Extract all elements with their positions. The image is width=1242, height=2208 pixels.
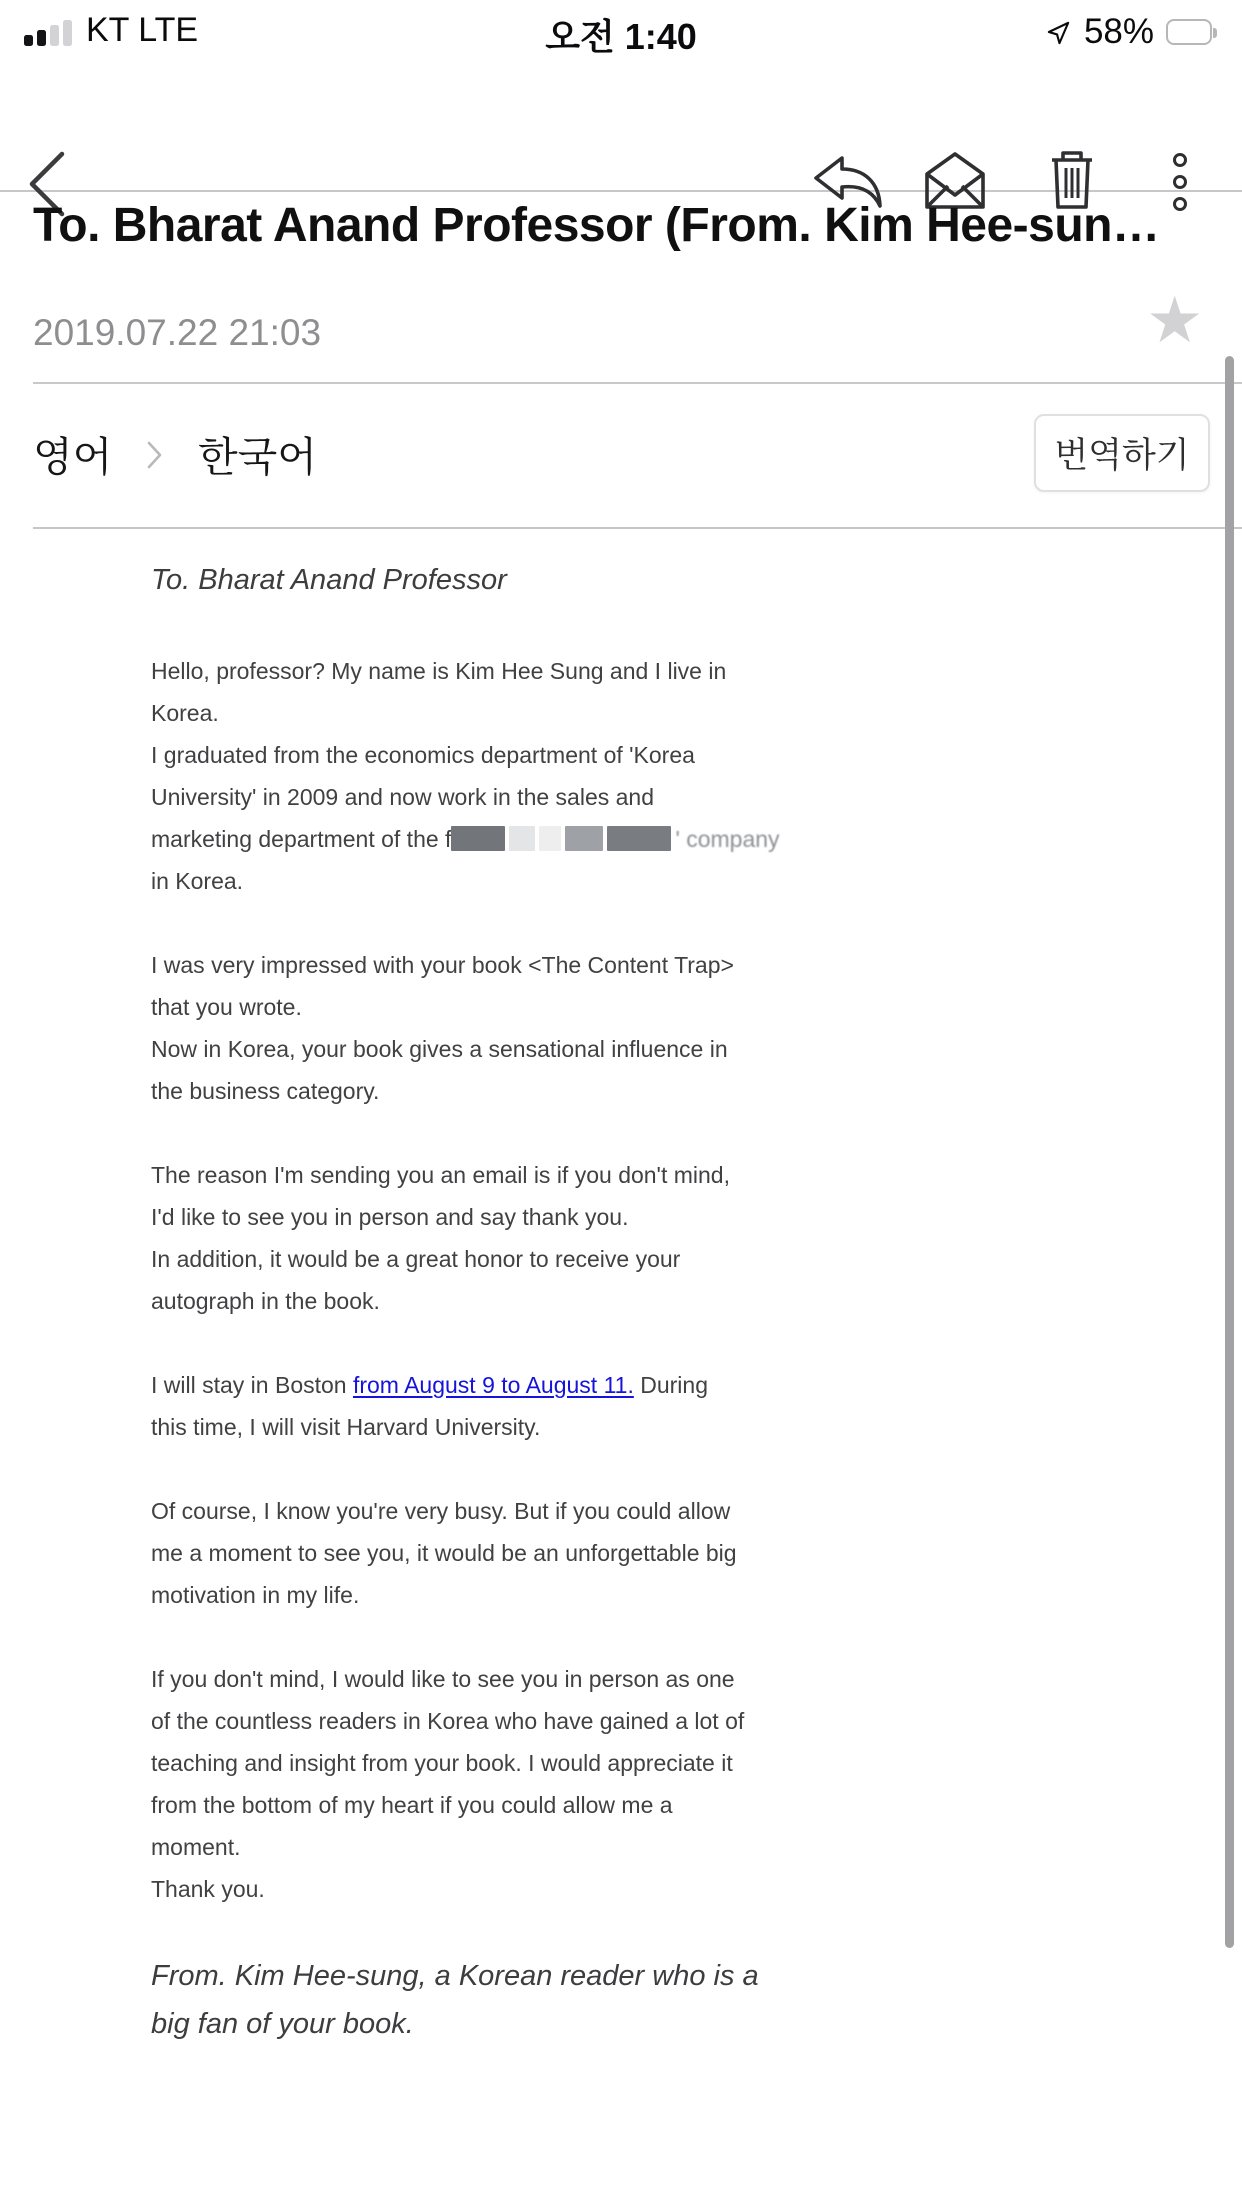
translate-source-language[interactable]: 영어	[33, 434, 113, 480]
body-text: Hello, professor? My name is Kim Hee Sung and I live in	[151, 658, 727, 684]
body-line	[151, 1826, 871, 1868]
body-line	[151, 1280, 871, 1322]
body-text: From. Kim Hee-sung, a Korean reader who is a	[151, 1960, 759, 1992]
body-text: of the countless readers in Korea who have gained a lot of	[151, 1708, 745, 1734]
translate-target-language[interactable]: 한국어	[198, 434, 317, 480]
body-line	[151, 1070, 871, 1112]
scrollbar-thumb[interactable]	[1225, 356, 1234, 1948]
body-text: from the bottom of my heart if you could allow me a	[151, 1792, 673, 1818]
body-text: I will stay in Boston	[151, 1372, 353, 1398]
body-line	[151, 1364, 871, 1406]
body-text: I'd like to see you in person and say thank you.	[151, 1204, 629, 1230]
body-text: The reason I'm sending you an email is if you don't mind,	[151, 1162, 730, 1188]
body-text: marketing department of the f	[151, 826, 452, 852]
body-line	[151, 1574, 871, 1616]
body-text: Thank you.	[151, 1876, 265, 1902]
body-line	[151, 1238, 871, 1280]
body-line	[151, 1154, 871, 1196]
body-text: motivation in my life.	[151, 1582, 360, 1608]
battery-percent-label: 58%	[1083, 12, 1154, 51]
redacted-company-block	[565, 826, 603, 851]
body-text: If you don't mind, I would like to see you in person as one	[151, 1666, 735, 1692]
body-text: In addition, it would be a great honor to receive your	[151, 1246, 681, 1272]
body-paragraph	[151, 650, 871, 902]
body-line	[151, 1406, 871, 1448]
body-text: moment.	[151, 1834, 241, 1860]
body-line	[151, 734, 871, 776]
body-text: big fan of your book.	[151, 2008, 414, 2040]
body-paragraph	[151, 1364, 871, 1448]
body-text: To. Bharat Anand Professor	[151, 564, 507, 596]
location-arrow-icon	[1045, 19, 1072, 46]
body-text: me a moment to see you, it would be an unforgettable big	[151, 1540, 737, 1566]
body-paragraph	[151, 1490, 871, 1616]
body-text: that you wrote.	[151, 994, 302, 1020]
redacted-company-block	[539, 826, 561, 851]
favorite-star-icon[interactable]: ★	[1146, 284, 1204, 356]
body-line	[151, 1490, 871, 1532]
battery-nub	[1213, 28, 1217, 38]
carrier-label: KT LTE	[86, 11, 199, 49]
body-line	[151, 1532, 871, 1574]
body-text: the business category.	[151, 1078, 380, 1104]
mail-toolbar	[0, 60, 1242, 192]
date-range-link[interactable]: from August 9 to August 11.	[352, 1372, 634, 1398]
body-line	[151, 1658, 871, 1700]
body-line	[151, 944, 871, 986]
body-line	[151, 1784, 871, 1826]
body-paragraph	[151, 1952, 871, 2048]
body-paragraph	[151, 1154, 871, 1322]
body-text: Of course, I know you're very busy. But if you could allow	[151, 1498, 731, 1524]
redacted-company-block	[451, 826, 505, 851]
body-line	[151, 1028, 871, 1070]
body-text: Korea.	[151, 700, 219, 726]
body-text: I was very impressed with your book <The Content Trap>	[151, 952, 734, 978]
body-paragraph	[151, 1658, 871, 1910]
email-date: 2019.07.22 21:03	[33, 312, 322, 353]
body-line	[151, 692, 871, 734]
body-line	[151, 1700, 871, 1742]
body-paragraph	[151, 556, 871, 604]
body-line	[151, 1742, 871, 1784]
redacted-company-block	[509, 826, 535, 851]
status-bar	[0, 0, 1242, 60]
body-line	[151, 860, 871, 902]
body-text: ' company	[675, 826, 780, 852]
body-line	[151, 818, 871, 860]
clock-label: 오전 1:40	[545, 16, 697, 57]
chevron-right-icon	[146, 440, 164, 475]
battery-icon	[1166, 19, 1212, 45]
body-text: teaching and insight from your book. I would appreciate it	[151, 1750, 733, 1776]
body-line	[151, 2000, 871, 2048]
email-body	[151, 556, 871, 2090]
body-text: this time, I will visit Harvard University.	[151, 1414, 541, 1440]
body-line	[151, 986, 871, 1028]
body-text: During	[633, 1372, 708, 1398]
body-text: autograph in the book.	[151, 1288, 380, 1314]
body-line	[151, 776, 871, 818]
body-text: University' in 2009 and now work in the sales and	[151, 784, 655, 810]
body-line	[151, 1868, 871, 1910]
body-line	[151, 556, 871, 604]
body-line	[151, 1196, 871, 1238]
translate-button[interactable]: 번역하기	[1034, 414, 1210, 492]
body-text: Now in Korea, your book gives a sensational influence in	[151, 1036, 728, 1062]
header-divider	[33, 382, 1242, 384]
redacted-company-block	[607, 826, 671, 851]
translate-divider	[33, 527, 1242, 529]
body-paragraph	[151, 944, 871, 1112]
body-line	[151, 1952, 871, 2000]
body-text: I graduated from the economics department of 'Korea	[151, 742, 695, 768]
body-text: in Korea.	[151, 868, 244, 894]
body-line	[151, 650, 871, 692]
email-subject: To. Bharat Anand Professor (From. Kim Hee-sun…	[33, 199, 1160, 252]
